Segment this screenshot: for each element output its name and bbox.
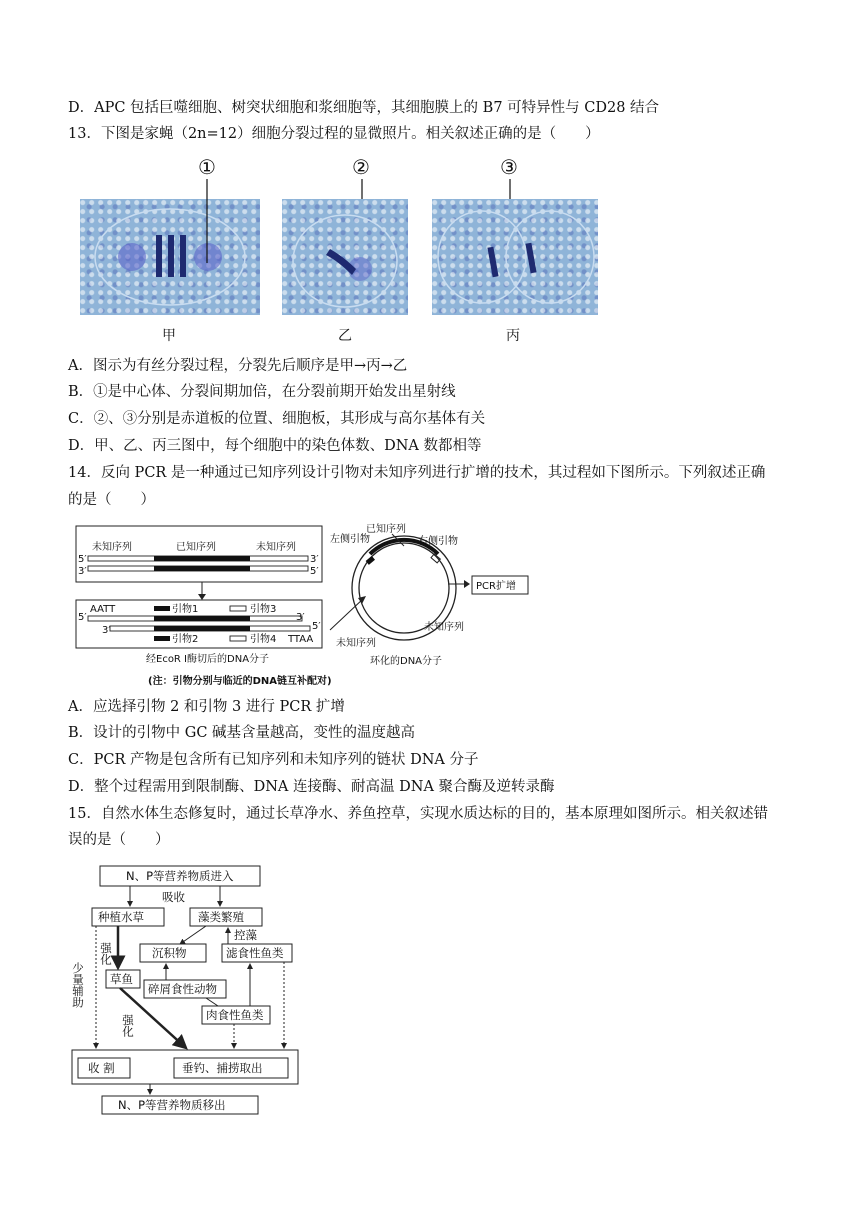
q13-option-d: D．甲、乙、丙三图中，每个细胞中的染色体数、DNA 数都相等	[68, 438, 482, 454]
flow-filter-fish: 滤食性鱼类	[226, 946, 284, 960]
marker-1: ①	[198, 155, 216, 179]
bottom-5prime-right: 5′	[312, 621, 321, 632]
circle-unknown-right: 未知序列	[424, 622, 464, 633]
flow-strengthen-2: 强化	[121, 1014, 135, 1037]
flow-small-aux: 少量辅助	[71, 962, 85, 1008]
micrograph-bing	[432, 199, 598, 315]
caption-yi: 乙	[338, 328, 352, 344]
flow-fishing: 垂钓、捕捞取出	[182, 1061, 263, 1075]
right-primer-label: 右侧引物	[418, 536, 458, 547]
q14-stem-1: 14．反向 PCR 是一种通过已知序列设计引物对未知序列进行扩增的技术，其过程如下图所示。下列叙述正确	[68, 465, 766, 481]
q15-stem-2: 误的是（ ）	[68, 832, 170, 848]
aatt-label: AATT	[90, 604, 116, 615]
top-5prime-right: 5′	[310, 566, 319, 577]
primer1-label: 引物1	[172, 604, 199, 615]
flow-plants: 种植水草	[98, 910, 144, 924]
q14-option-b: B．设计的引物中 GC 碱基含量越高，变性的温度越高	[68, 725, 416, 741]
primer2-label: 引物2	[172, 634, 199, 645]
unknown-seq-left: 未知序列	[92, 542, 132, 553]
top-5prime-left: 5′	[78, 554, 87, 565]
q14-option-a: A．应选择引物 2 和引物 3 进行 PCR 扩增	[68, 699, 345, 715]
marker-2: ②	[352, 155, 370, 179]
q14-option-c: C．PCR 产物是包含所有已知序列和未知序列的链状 DNA 分子	[68, 752, 479, 768]
circle-unknown-left: 未知序列	[336, 638, 376, 649]
q13-micrographs	[80, 155, 600, 345]
q14-option-d: D．整个过程需用到限制酶、DNA 连接酶、耐高温 DNA 聚合酶及逆转录酶	[68, 779, 555, 795]
cut-dna-caption: 经EcoR Ⅰ酶切后的DNA分子	[146, 654, 270, 665]
micrograph-yi	[282, 199, 408, 315]
q15-stem-1: 15．自然水体生态修复时，通过长草净水、养鱼控草，实现水质达标的目的，基本原理如图所示。相关叙述错	[68, 806, 768, 822]
circular-dna-caption: 环化的DNA分子	[370, 656, 443, 667]
flow-detritivore: 碎屑食性动物	[148, 982, 217, 996]
ttaa-label: TTAA	[288, 634, 314, 645]
bottom-5prime-left: 5′	[78, 612, 87, 623]
marker-3: ③	[500, 155, 518, 179]
flow-grass-carp: 草鱼	[110, 972, 133, 986]
primer3-label: 引物3	[250, 604, 277, 615]
flow-algae: 藻类繁殖	[198, 910, 244, 924]
q14-inverse-pcr-diagram	[74, 518, 534, 690]
bottom-3prime-right: 3′	[296, 612, 305, 623]
left-primer-label: 左侧引物	[330, 534, 370, 545]
flow-carnivore: 肉食性鱼类	[206, 1008, 264, 1022]
bottom-3prime-left: 3′	[102, 625, 111, 636]
q14-diagram-note: (注：引物分别与临近的DNA链互补配对)	[148, 676, 332, 687]
unknown-seq-right: 未知序列	[256, 542, 296, 553]
flow-strengthen-1: 强化	[99, 942, 113, 965]
known-seq-label: 已知序列	[176, 542, 216, 553]
q13-option-b: B．①是中心体、分裂间期加倍，在分裂前期开始发出星射线	[68, 384, 456, 400]
caption-jia: 甲	[162, 328, 176, 344]
top-3prime-left: 3′	[78, 566, 87, 577]
flow-input: N、P等营养物质进入	[126, 869, 234, 883]
q13-stem: 13．下图是家蝇（2n=12）细胞分裂过程的显微照片。相关叙述正确的是（ ）	[68, 126, 600, 142]
circle-known-seq: 已知序列	[366, 524, 406, 535]
flow-harvest: 收 割	[88, 1061, 115, 1075]
flow-absorb: 吸收	[162, 890, 185, 904]
flow-output: N、P等营养物质移出	[118, 1098, 226, 1112]
primer4-label: 引物4	[250, 634, 277, 645]
flow-sediment: 沉积物	[152, 946, 187, 960]
q13-option-a: A．图示为有丝分裂过程，分裂先后顺序是甲→丙→乙	[68, 358, 408, 374]
flow-control-algae: 控藻	[234, 928, 257, 942]
pcr-amp-label: PCR扩增	[476, 581, 516, 592]
q15-flow-diagram	[70, 862, 310, 1118]
caption-bing: 丙	[506, 328, 520, 344]
top-3prime-right: 3′	[310, 554, 319, 565]
q12-option-d: D．APC 包括巨噬细胞、树突状细胞和浆细胞等，其细胞膜上的 B7 可特异性与 CD28 结合	[68, 100, 660, 116]
q13-option-c: C．②、③分别是赤道板的位置、细胞板，其形成与高尔基体有关	[68, 411, 486, 427]
q14-stem-2: 的是（ ）	[68, 492, 155, 508]
